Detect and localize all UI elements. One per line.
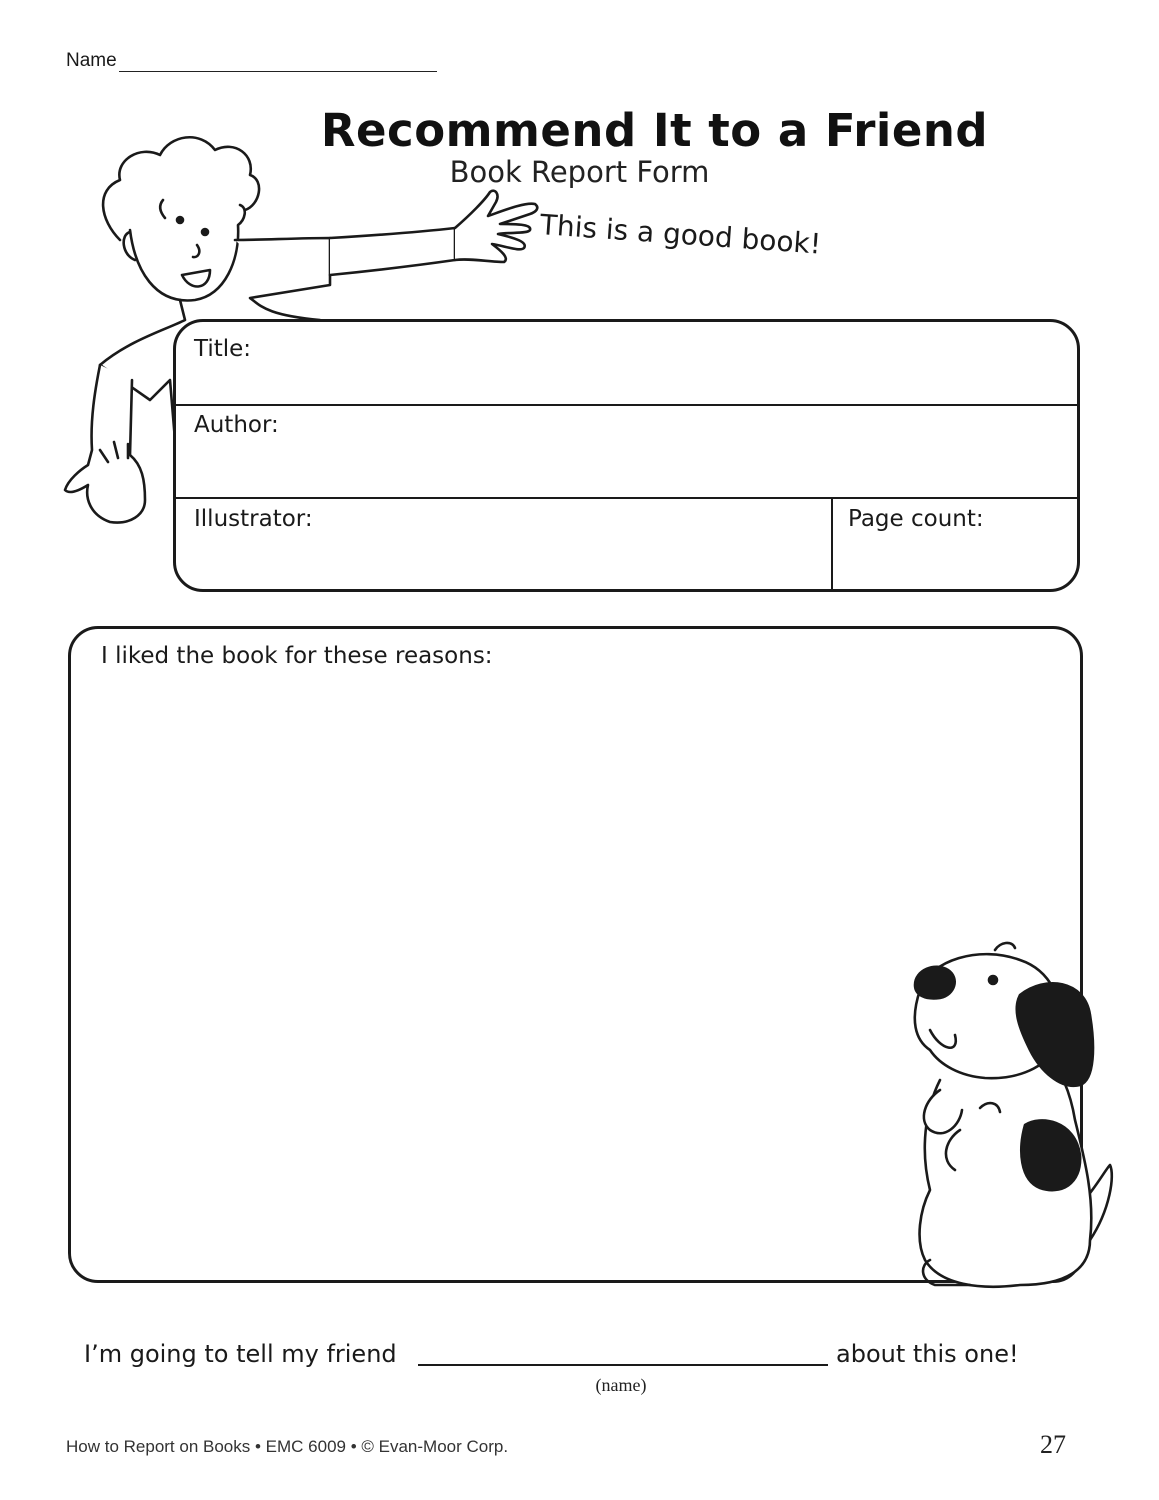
reasons-label: I liked the book for these reasons: [101,643,493,669]
name-write-line[interactable] [119,51,437,72]
footer-credit: How to Report on Books • EMC 6009 • © Evan-Moor Corp. [66,1437,509,1456]
friend-suffix: about this one! [836,1340,1019,1368]
page-count-label: Page count: [848,506,984,532]
divider [831,499,833,592]
page-title: Recommend It to a Friend [320,104,989,157]
friend-name-line[interactable] [418,1364,828,1366]
divider [176,404,1077,406]
name-label: Name [66,50,117,71]
dog-illustration [900,940,1120,1300]
divider [176,497,1077,499]
author-label: Author: [194,412,279,438]
friend-prefix: I’m going to tell my friend [84,1340,397,1368]
name-field[interactable] [66,50,437,72]
name-caption: (name) [595,1375,647,1395]
title-label: Title: [194,336,252,362]
book-info-box [173,319,1080,592]
speech-text: This is a good book! [538,208,823,261]
illustrator-label: Illustrator: [194,506,313,532]
page-subtitle: Book Report Form [449,155,710,189]
page-number: 27 [1040,1430,1066,1459]
